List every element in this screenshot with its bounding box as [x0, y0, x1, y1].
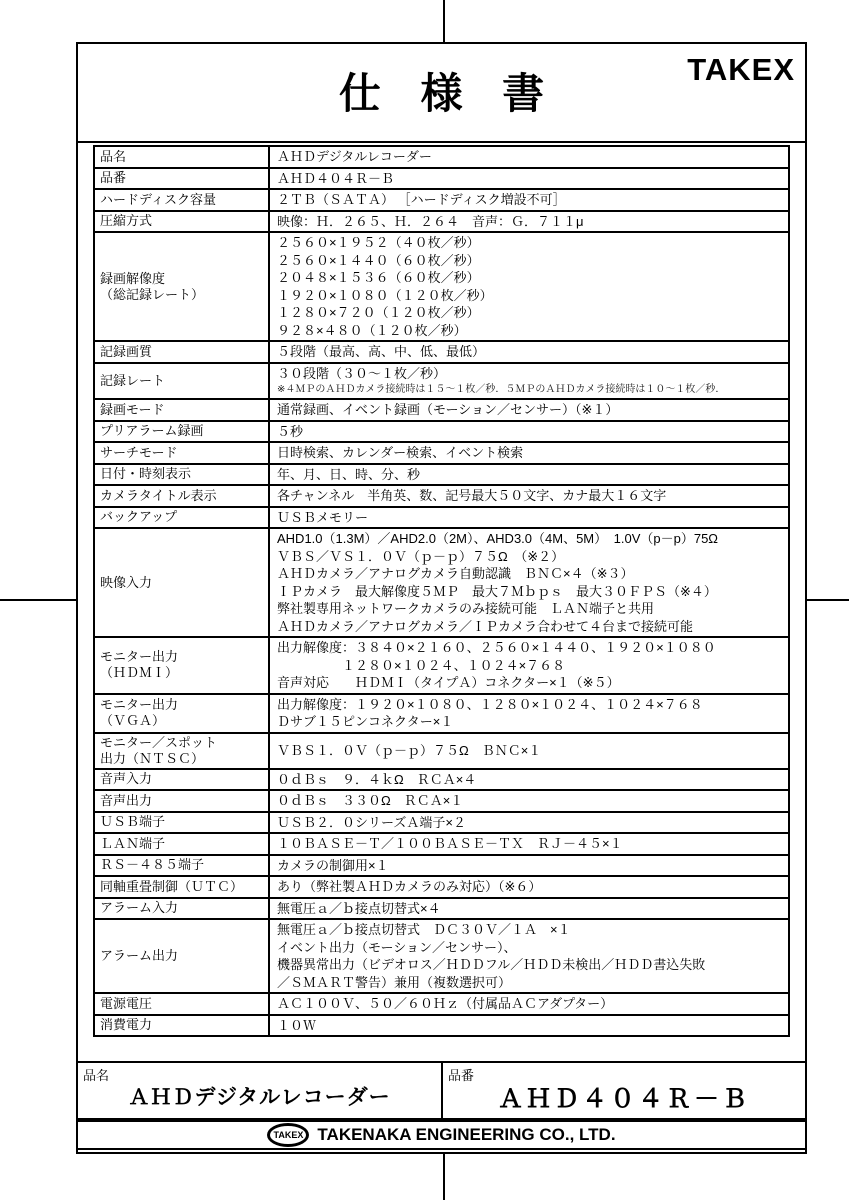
spec-label-line: 記録画質: [100, 343, 153, 359]
spec-value-cell: [269, 146, 789, 168]
spec-row: [94, 211, 789, 233]
product-number-label: 品番: [448, 1068, 475, 1083]
spec-value-line: ３０段階（３０～１枚／秒）: [277, 365, 447, 381]
spec-value-cell: [269, 812, 789, 834]
spec-value-line: 音声対応 ＨＤＭＩ（タイプＡ）コネクター×１（※５）: [277, 675, 620, 690]
spec-label-cell: [94, 898, 269, 920]
spec-label-line: 音声入力: [100, 771, 153, 787]
spec-value-cell: [269, 442, 789, 464]
spec-value-line: ／ＳＭＡＲＴ警告）兼用（複数選択可）: [277, 974, 512, 990]
spec-row: [94, 464, 789, 486]
spec-value-cell: [269, 189, 789, 211]
spec-label-cell: [94, 637, 269, 694]
spec-label-cell: [94, 168, 269, 190]
spec-value-line: ＡＣ１００Ｖ、５０／６０Ｈｚ（付属品ＡＣアダプター）: [277, 996, 614, 1011]
spec-table: [93, 145, 790, 1037]
spec-value-line: ０ｄＢｓ ３３０Ω ＲＣＡ×１: [277, 793, 464, 808]
spec-label-line: アラーム出力: [100, 948, 179, 963]
spec-label-cell: [94, 733, 269, 769]
spec-value-note: ※４ＭＰのＡＨＤカメラ接続時は１５～１枚／秒．５ＭＰのＡＨＤカメラ接続時は１０～１枚／秒．: [277, 384, 726, 395]
spec-label-line: （ＶＧＡ）: [100, 713, 166, 728]
spec-value-line: 日時検索、カレンダー検索、イベント検索: [277, 445, 524, 460]
spec-row: [94, 421, 789, 443]
spec-value-line: AHD1.0（1.3M）／AHD2.0（2M）、AHD3.0（4M、5M） 1.0V（p－p）75Ω: [277, 531, 719, 546]
spec-row: [94, 790, 789, 812]
spec-value-line: 通常録画、イベント録画（モーション／センサー）（※１）: [277, 402, 619, 417]
spec-value-cell: [269, 919, 789, 993]
spec-value-cell: [269, 341, 789, 363]
spec-value-cell: [269, 211, 789, 233]
spec-label-line: 記録レート: [100, 372, 166, 388]
spec-row: [94, 363, 789, 400]
spec-row: [94, 341, 789, 363]
spec-value-line: イベント出力（モーション／センサー）、: [277, 939, 517, 955]
spec-value-line: ＩＰカメラ 最大解像度５ＭＰ 最大７Ｍｂｐｓ 最大３０ＦＰＳ（※４）: [277, 583, 717, 599]
spec-value-line: ＡＨＤカメラ／アナログカメラ自動認識 ＢＮＣ×４（※３）: [277, 566, 634, 581]
spec-value-line: 弊社製専用ネットワークカメラのみ接続可能 ＬＡＮ端子と共用: [277, 601, 655, 616]
spec-label-line: （総記録レート）: [100, 286, 205, 302]
spec-value-line: 機器異常出力（ビデオロス／ＨＤＤフル／ＨＤＤ未検出／ＨＤＤ書込失敗: [277, 957, 706, 972]
spec-row: [94, 898, 789, 920]
spec-value-line: 出力解像度：３８４０×２１６０、２５６０×１４４０、１９２０×１０８０: [277, 640, 716, 655]
takex-oval-logo: [267, 1123, 309, 1147]
spec-value-cell: [269, 790, 789, 812]
spec-value-line: あり（弊社製ＡＨＤカメラのみ対応）（※６）: [277, 879, 542, 894]
spec-label-line: カメラタイトル表示: [100, 487, 217, 503]
spec-row: [94, 399, 789, 421]
spec-value-cell: [269, 464, 789, 486]
spec-value-line: 各チャンネル 半角英、数、記号最大５０文字、カナ最大１６文字: [277, 488, 667, 503]
spec-row: [94, 1015, 789, 1037]
spec-label-cell: [94, 399, 269, 421]
spec-label-line: 録画モード: [100, 401, 165, 417]
spec-row: [94, 876, 789, 898]
spec-label-line: ハードディスク容量: [100, 191, 216, 207]
spec-label-cell: [94, 876, 269, 898]
spec-value-cell: [269, 993, 789, 1015]
spec-label-cell: [94, 769, 269, 791]
spec-row: [94, 485, 789, 507]
spec-label-line: モニター出力: [100, 649, 179, 665]
spec-value-line: ５段階（最高、高、中、低、最低）: [277, 344, 486, 359]
spec-row: [94, 833, 789, 855]
page-title: 仕 様 書: [338, 70, 559, 117]
company-bar: [78, 1120, 805, 1150]
spec-value-line: Ｄサブ１５ピンコネクター×１: [277, 714, 454, 729]
spec-label-cell: [94, 790, 269, 812]
spec-row: [94, 993, 789, 1015]
spec-label-cell: [94, 189, 269, 211]
spec-label-line: 日付・時刻表示: [100, 466, 192, 482]
spec-row: [94, 507, 789, 529]
spec-value-line: 年、月、日、時、分、秒: [277, 466, 421, 482]
spec-value-line: 出力解像度：１９２０×１０８０、１２８０×１０２４、１０２４×７６８: [277, 696, 703, 712]
spec-label-cell: [94, 855, 269, 877]
spec-row: [94, 442, 789, 464]
spec-label-cell: [94, 993, 269, 1015]
spec-value-line: ９２８×４８０（１２０枚／秒）: [277, 322, 467, 338]
spec-label-line: 電源電圧: [100, 995, 153, 1011]
spec-value-cell: [269, 363, 789, 400]
spec-label-line: プリアラーム録画: [100, 423, 204, 439]
takex-wordmark: TAKEX: [687, 52, 795, 87]
spec-row: [94, 637, 789, 694]
product-summary-table: [78, 1061, 805, 1120]
spec-label-line: 音声出力: [100, 792, 153, 808]
spec-value-line: ＶＢＳ／ＶＳ１．０Ｖ（ｐ－ｐ）７５Ω （※２）: [277, 548, 565, 564]
spec-label-line: バックアップ: [100, 509, 178, 525]
spec-row: [94, 146, 789, 168]
spec-table-area: [93, 145, 790, 1037]
spec-value-line: ５秒: [277, 423, 304, 439]
spec-label-line: モニター／スポット: [100, 734, 218, 750]
spec-value-line: カメラの制御用×１: [277, 857, 389, 873]
spec-row: [94, 919, 789, 993]
spec-value-line: 無電圧ａ／ｂ接点切替式×４: [277, 900, 441, 916]
spec-row: [94, 189, 789, 211]
fold-mark-right: [806, 599, 849, 601]
spec-value-cell: [269, 833, 789, 855]
spec-row: [94, 168, 789, 190]
spec-label-line: 圧縮方式: [100, 213, 153, 229]
takex-oval-logo-text: TAKEX: [273, 1130, 304, 1140]
spec-value-line: ＵＳＢメモリー: [277, 509, 369, 525]
spec-label-cell: [94, 485, 269, 507]
product-name-cell: [78, 1063, 443, 1118]
fold-mark-top: [443, 0, 445, 42]
spec-value-line: ２０４８×１５３６（６０枚／秒）: [277, 270, 480, 285]
spec-label-line: ＵＳＢ端子: [100, 814, 166, 830]
spec-label-cell: [94, 421, 269, 443]
spec-value-line: 無電圧ａ／ｂ接点切替式 ＤＣ３０Ｖ／１Ａ ×１: [277, 922, 571, 937]
spec-label-cell: [94, 146, 269, 168]
spec-value-line: ＡＨＤカメラ／アナログカメラ／ＩＰカメラ合わせて４台まで接続可能: [277, 618, 694, 634]
spec-table-body: [94, 146, 789, 1036]
company-name: TAKENAKA ENGINEERING CO., LTD.: [317, 1125, 616, 1144]
spec-value-cell: [269, 733, 789, 769]
product-name-value: ＡＨＤデジタルレコーダー: [128, 1086, 391, 1109]
spec-value-cell: [269, 1015, 789, 1037]
spec-label-cell: [94, 694, 269, 733]
product-number-value: ＡＨＤ４０４Ｒ－Ｂ: [497, 1085, 750, 1113]
spec-value-cell: [269, 232, 789, 341]
spec-label-line: モニター出力: [100, 697, 179, 712]
spec-label-cell: [94, 1015, 269, 1037]
spec-value-cell: [269, 168, 789, 190]
spec-label-cell: [94, 833, 269, 855]
spec-row: [94, 528, 789, 637]
spec-row: [94, 769, 789, 791]
spec-label-cell: [94, 232, 269, 341]
spec-label-line: サーチモード: [100, 444, 178, 460]
spec-row: [94, 694, 789, 733]
spec-label-cell: [94, 464, 269, 486]
spec-row: [94, 855, 789, 877]
spec-value-line: ＡＨＤデジタルレコーダー: [277, 149, 432, 164]
spec-value-line: １０Ｗ: [277, 1017, 317, 1033]
spec-label-line: 品番: [100, 170, 127, 186]
spec-label-cell: [94, 211, 269, 233]
spec-value-line: ＡＨＤ４０４Ｒ－Ｂ: [277, 170, 395, 186]
spec-value-line: ＶＢＳ１．０Ｖ（ｐ－ｐ）７５Ω ＢＮＣ×１: [277, 742, 542, 758]
spec-label-cell: [94, 919, 269, 993]
spec-label-cell: [94, 341, 269, 363]
spec-value-line: ＵＳＢ２．０シリーズＡ端子×２: [277, 814, 466, 830]
title-bar: [78, 44, 805, 143]
spec-value-cell: [269, 694, 789, 733]
document-frame: [76, 42, 807, 1154]
spec-row: [94, 232, 789, 341]
spec-value-cell: [269, 855, 789, 877]
spec-label-cell: [94, 363, 269, 400]
spec-value-line: １２８０×１０２４、１０２４×７６８: [277, 657, 566, 673]
spec-label-line: 消費電力: [100, 1017, 153, 1033]
spec-value-line: ０ｄＢｓ ９．４ｋΩ ＲＣＡ×４: [277, 771, 477, 787]
spec-value-cell: [269, 528, 789, 637]
spec-label-cell: [94, 812, 269, 834]
spec-label-line: 録画解像度: [100, 270, 166, 286]
fold-mark-bottom: [443, 1154, 445, 1200]
spec-value-line: １０ＢＡＳＥ－Ｔ／１００ＢＡＳＥ－ＴＸ ＲＪ－４５×１: [277, 836, 623, 851]
spec-value-cell: [269, 399, 789, 421]
spec-label-cell: [94, 528, 269, 637]
spec-value-line: ２５６０×１９５２（４０枚／秒）: [277, 235, 480, 250]
spec-label-line: 品名: [100, 148, 127, 164]
spec-value-cell: [269, 421, 789, 443]
spec-value-line: １９２０×１０８０（１２０枚／秒）: [277, 287, 493, 303]
spec-row: [94, 812, 789, 834]
spec-label-line: （ＨＤＭＩ）: [100, 665, 179, 681]
spec-label-line: 同軸重畳制御（ＵＴＣ）: [100, 878, 244, 894]
spec-value-cell: [269, 507, 789, 529]
spec-label-line: ＬＡＮ端子: [100, 835, 166, 851]
spec-row: [94, 733, 789, 769]
spec-value-cell: [269, 769, 789, 791]
spec-label-line: ＲＳ－４８５端子: [100, 857, 205, 873]
spec-value-line: ２５６０×１４４０（６０枚／秒）: [277, 252, 480, 268]
spec-value-line: ２ＴＢ（ＳＡＴＡ） ［ハードディスク増設不可］: [277, 192, 566, 207]
product-number-cell: [443, 1063, 805, 1118]
spec-value-cell: [269, 898, 789, 920]
spec-label-line: 映像入力: [100, 574, 153, 590]
spec-label-cell: [94, 442, 269, 464]
spec-label-line: 出力（ＮＴＳＣ）: [100, 750, 205, 766]
spec-label-cell: [94, 507, 269, 529]
spec-value-cell: [269, 876, 789, 898]
spec-value-cell: [269, 485, 789, 507]
spec-value-line: １２８０×７２０（１２０枚／秒）: [277, 305, 480, 320]
product-name-label: 品名: [83, 1068, 110, 1083]
fold-mark-left: [0, 599, 77, 601]
spec-value-line: 映像：Ｈ．２６５、Ｈ．２６４ 音声：Ｇ．７１１μ: [277, 213, 584, 229]
spec-value-cell: [269, 637, 789, 694]
spec-label-line: アラーム入力: [100, 900, 179, 916]
